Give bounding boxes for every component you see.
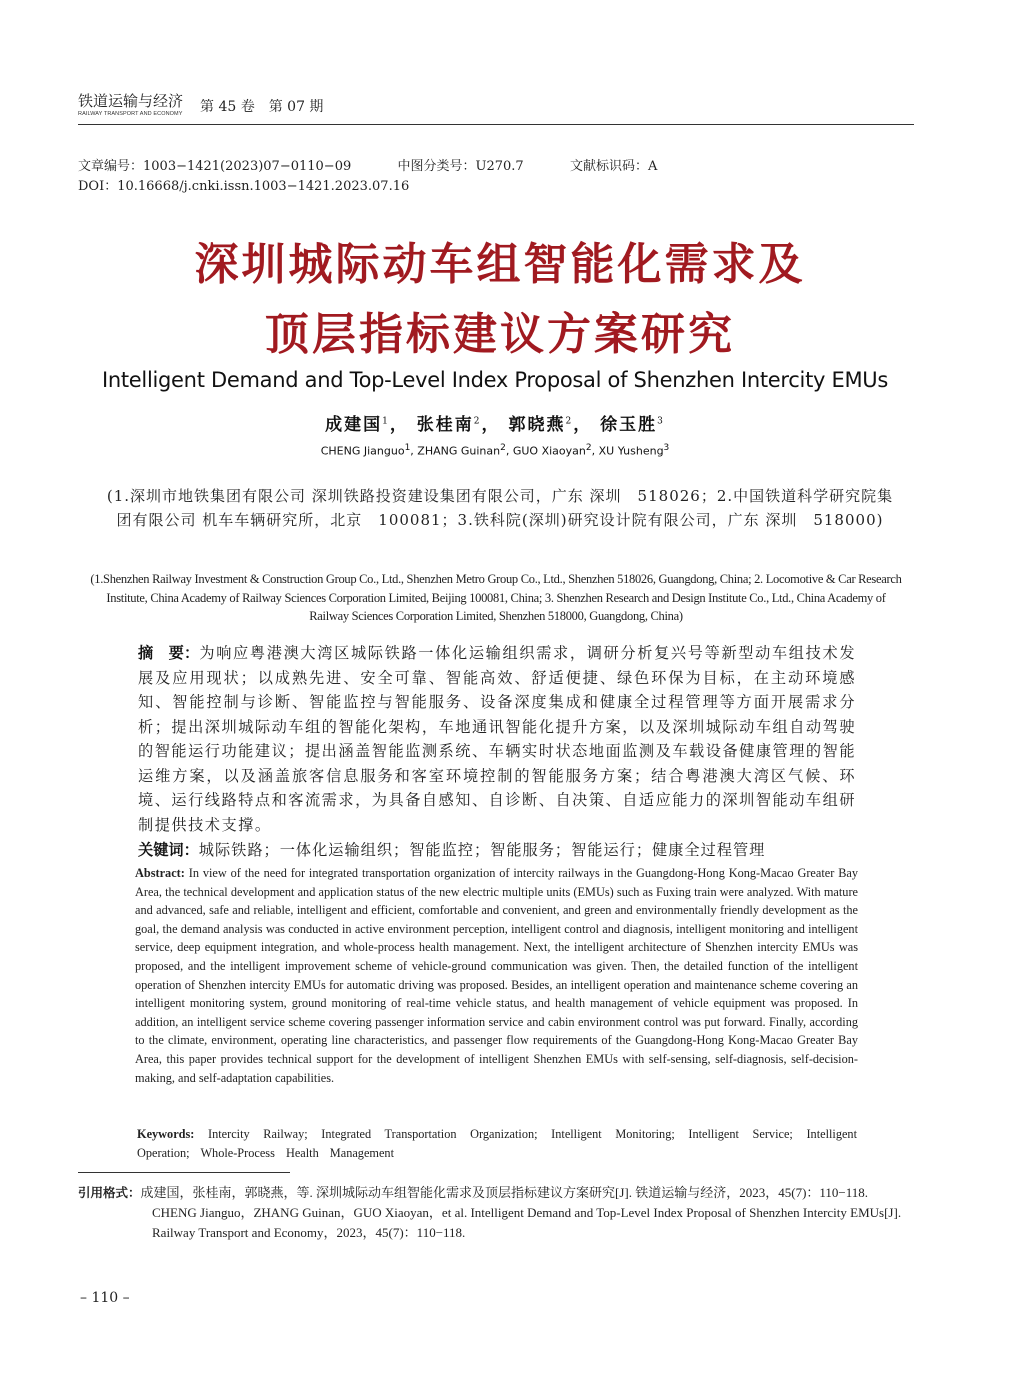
abstract-label-en: Abstract: — [135, 866, 185, 880]
keywords-text-en: Intercity Railway; Integrated Transportation Organization; Intelligent Monitoring; Intelligent Service; Intelligent Operation; Whole-Process Health Management — [137, 1127, 857, 1160]
author-name: 成建国 — [325, 415, 383, 435]
citation-en: CHENG Jianguo，ZHANG Guinan，GUO Xiaoyan，et al. Intelligent Demand and Top-Level Index Proposal of Shenzhen Intercity EMUs[J]. Railway Transport and Economy，2023，45(7)：110−118. — [152, 1205, 902, 1240]
affiliation-mark: 3 — [657, 416, 665, 427]
author-name: 郭晓燕 — [508, 415, 566, 435]
author-name-en: CHENG Jianguo — [320, 444, 405, 458]
affiliation-mark: 2 — [473, 416, 482, 427]
affiliations-cn: (1.深圳市地铁集团有限公司 深圳铁路投资建设集团有限公司，广东 深圳 518026；2.中国铁道科学研究院集团有限公司 机车车辆研究所，北京 100081；3.铁科院(深圳)研究设计院有限公司，广东 深圳 518000) — [106, 487, 894, 529]
abstract-text-cn: 为响应粤港澳大湾区城际铁路一体化运输组织需求，调研分析复兴号等新型动车组技术发展及应用现状；以成熟先进、安全可靠、智能高效、舒适便捷、绿色环保为目标，在主动环境感知、智能控制与诊断、智能监控与智能服务、设备深度集成和健康全过程管理等方面开展需求分析；提出深圳城际动车组的智能化架构，车地通讯智能化提升方案，以及深圳城际动车组自动驾驶的智能运行功能建议；提出涵盖智能监测系统、车辆实时状态地面监测及车载设备健康管理的智能运维方案，以及涵盖旅客信息服务和客室环境控制的智能服务方案；结合粤港澳大湾区气候、环境、运行线路特点和客流需求，为具备自感知、自诊断、自决策、自适应能力的深圳智能动车组研制提供技术支撑。 — [138, 644, 857, 834]
journal-name-cn: 铁道运输与经济 — [78, 92, 184, 110]
author-name-en: XU Yusheng — [598, 444, 664, 458]
authors-cn: 成建国$^1$， 张桂南$^2$， 郭晓燕$^2$， 徐玉胜$^3$ — [325, 415, 665, 435]
authors-en: CHENG Jianguo$^1$, ZHANG Guinan$^2$, GUO Xiaoyan$^2$, XU Yusheng$^3$ — [320, 443, 670, 458]
title-line-2: 顶层指标建议方案研究 — [265, 309, 735, 360]
article-meta — [78, 155, 657, 174]
author-name: 张桂南 — [416, 415, 474, 435]
affiliation-mark: 1 — [382, 416, 390, 427]
keywords-label-en: Keywords: — [137, 1127, 195, 1141]
affiliation-mark: 3 — [663, 443, 670, 453]
abstract-label-cn: 摘 要： — [138, 644, 200, 662]
keywords-text-cn: 城际铁路；一体化运输组织；智能监控；智能服务；智能运行；健康全过程管理 — [198, 841, 766, 859]
affiliation-mark: 2 — [585, 443, 592, 453]
clc-number: 中图分类号：U270.7 — [397, 159, 524, 174]
citation-cn: 成建国，张桂南，郭晓燕，等. 深圳城际动车组智能化需求及顶层指标建议方案研究[J]. 铁道运输与经济，2023，45(7)：110−118. — [140, 1185, 869, 1200]
author-name-en: ZHANG Guinan — [417, 444, 501, 458]
affiliation-mark: 2 — [565, 416, 574, 427]
abstract-cn — [138, 641, 856, 837]
title-line-1: 深圳城际动车组智能化需求及 — [194, 239, 806, 290]
abstract-en — [135, 864, 858, 1087]
keywords-cn — [138, 838, 856, 862]
footnote-divider — [78, 1172, 290, 1173]
keywords-en — [137, 1125, 857, 1162]
document-code: 文献标识码：A — [570, 159, 658, 174]
issue-info: 第 45 卷 第 07 期 — [200, 99, 324, 115]
page-number: – 110 – — [80, 1290, 130, 1306]
abstract-text-en: In view of the need for integrated transportation organization of intercity railways in the Guangdong-Hong Kong-Macao Greater Bay Area, the technical development and application status of the new electric multiple units (EMUs) such as Fuxing train were analyzed. With mature and advanced, safe and reliable, intelligent and efficient, comfortable and convenient, and green and environmentally friendly development as the goal, the demand analysis was conducted in active environment perception, intelligent control and diagnosis, intelligent monitoring and intelligent service, deep equipment integration, and whole-process health management. Next, the intelligent architecture of Shenzhen intercity EMUs was proposed, and the intelligent improvement scheme of vehicle-ground communication was given. Then, the detailed function of the intelligent operation of Shenzhen intercity EMUs for automatic driving was proposed. Besides, an intelligent operation and maintenance scheme covering an intelligent monitoring system, ground monitoring of real-time vehicle status, and health management of vehicle equipment was proposed. In addition, an intelligent service scheme covering passenger information service and cabin environment control was put forward. Finally, according to the climate, environment, operating line characteristics, and passenger flow requirements of the Guangdong-Hong Kong-Macao Greater Bay Area, this paper provides technical support for the development of intelligent Shenzhen EMUs with self-sensing, self-diagnosis, self-decision-making, and self-adaptation capabilities. — [135, 866, 859, 1085]
keywords-label-cn: 关键词： — [138, 841, 199, 859]
affiliation-mark: 1 — [404, 443, 411, 453]
header-divider — [78, 124, 914, 125]
affiliation-mark: 2 — [500, 443, 506, 453]
affiliations-en: (1.Shenzhen Railway Investment & Construction Group Co., Ltd., Shenzhen Metro Group Co., Ltd., Shenzhen 518026, Guangdong, China; 2. Locomotive & Car Research Institute, China Academy of Railway Sciences Corporation Limited, Beijing 100081, China; 3. Shenzhen Research and Design Institute Co., Ltd., China Academy of Railway Sciences Corporation Limited, Shenzhen 518000, Guangdong, China) — [90, 572, 902, 623]
article-number: 文章编号：1003−1421(2023)07−0110−09 — [78, 159, 352, 174]
author-name-en: GUO Xiaoyan — [512, 444, 586, 458]
doi: DOI：10.16668/j.cnki.issn.1003−1421.2023.07.16 — [78, 179, 410, 194]
title-english: Intelligent Demand and Top-Level Index Proposal of Shenzhen Intercity EMUs — [101, 368, 889, 392]
journal-name-en: RAILWAY TRANSPORT AND ECONOMY — [78, 111, 183, 117]
citation-format — [78, 1183, 918, 1243]
author-name: 徐玉胜 — [600, 415, 658, 435]
citation-label: 引用格式： — [78, 1185, 141, 1200]
